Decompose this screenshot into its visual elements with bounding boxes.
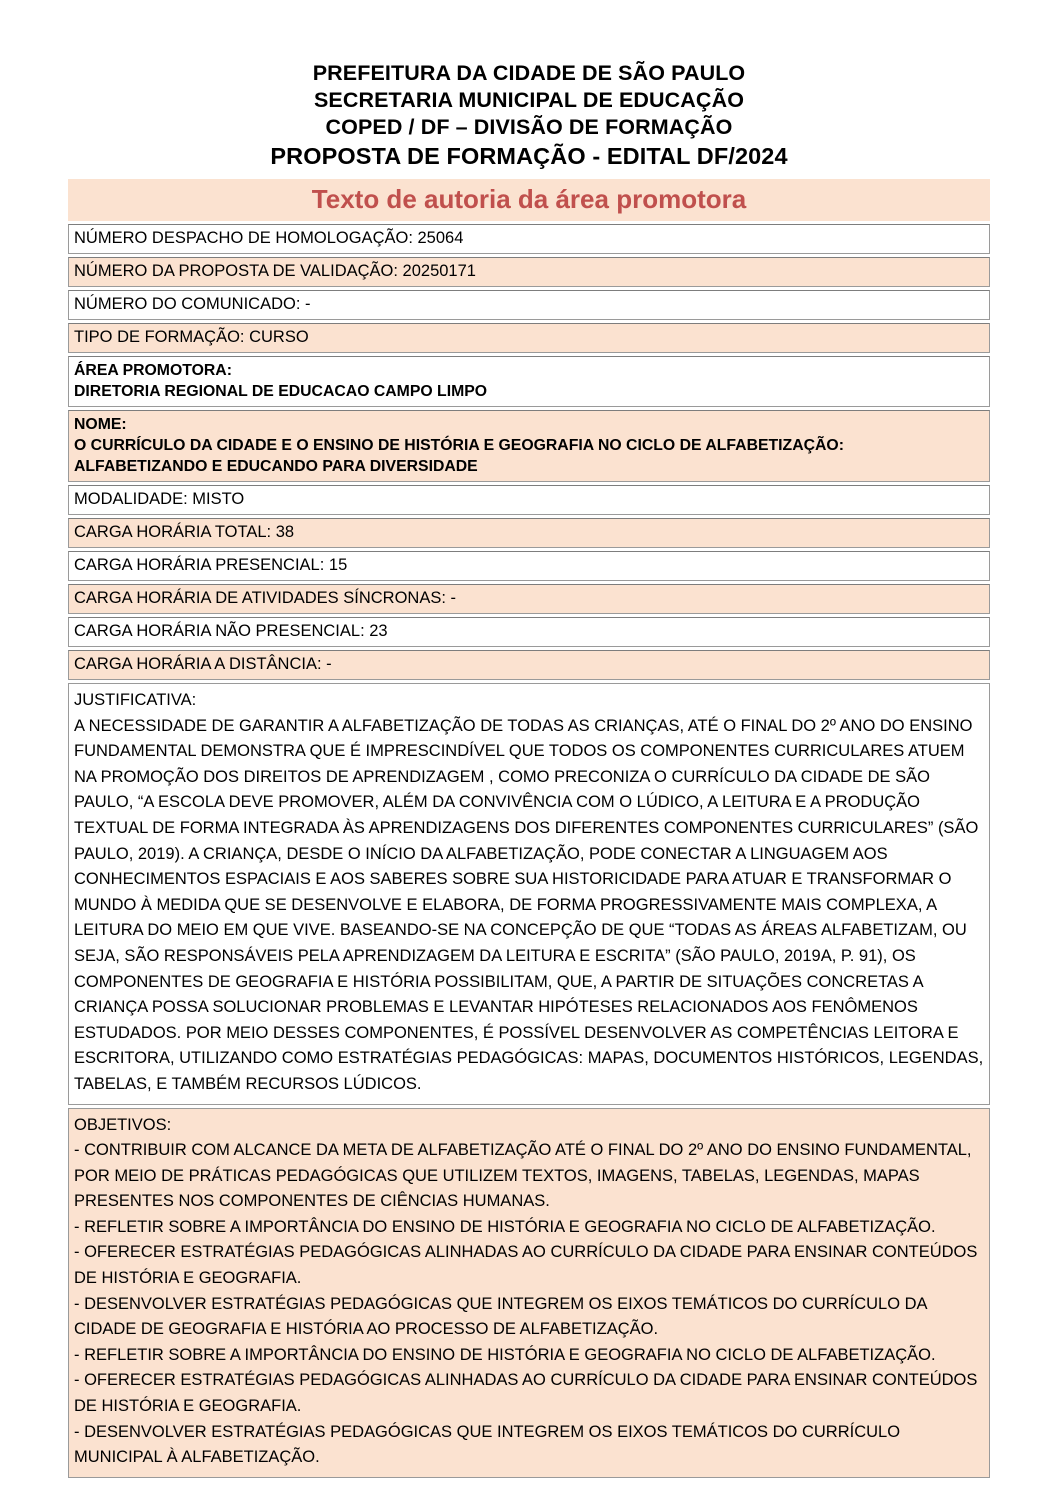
justificativa-body: A NECESSIDADE DE GARANTIR A ALFABETIZAÇÃO DE TODAS AS CRIANÇAS, ATÉ O FINAL DO 2º ANO DO ENSINO FUNDAMENTAL DEMONSTRA QUE É IMPRESCINDÍVEL QUE TODOS OS COMPONENTES CURRICULARES ATUEM NA PROMOÇÃO DOS DIREITOS DE APRENDIZAGEM , COMO PRECONIZA O CURRÍCULO DA CIDADE DE SÃO PAULO, “A ESCOLA DEVE PROMOVER, ALÉM DA CONVIVÊNCIA COM O LÚDICO, A LEITURA E A PRODUÇÃO TEXTUAL DE FORMA INTEGRADA ÀS APRENDIZAGENS DOS DIFERENTES COMPONENTES CURRICULARES” (SÃO PAULO, 2019). A CRIANÇA, DESDE O INÍCIO DA ALFABETIZAÇÃO, PODE CONECTAR A LINGUAGEM AOS CONHECIMENTOS ESPACIAIS E AOS SABERES SOBRE SUA HISTORICIDADE PARA ATUAR E TRANSFORMAR O MUNDO À MEDIDA QUE SE DESENVOLVE E ELABORA, DE FORMA PROGRESSIVAMENTE MAIS COMPLEXA, A LEITURA DO MEIO EM QUE VIVE. BASEANDO-SE NA CONCEPÇÃO DE QUE “TODAS AS ÁREAS ALFABETIZAM, OU SEJA, SÃO RESPONSÁVEIS PELA APRENDIZAGEM DA LEITURA E ESCRITA” (SÃO PAULO, 2019A, P. 91), OS COMPONENTES DE GEOGRAFIA E HISTÓRIA POSSIBILITAM, QUE, A PARTIR DE SITUAÇÕES CONCRETAS A CRIANÇA POSSA SOLUCIONAR PROBLEMAS E LEVANTAR HIPÓTESES RELACIONADOS AOS FENÔMENOS ESTUDADOS. POR MEIO DESSES COMPONENTES, É POSSÍVEL DESENVOLVER AS COMPETÊNCIAS LEITORA E ESCRITORA, UTILIZANDO COMO ESTRATÉGIAS PEDAGÓGICAS: MAPAS, DOCUMENTOS HISTÓRICOS, LEGENDAS, TABELAS, E TAMBÉM RECURSOS LÚDICOS. [74,716,984,1093]
field-row-carga-horaria-sincronas [68,584,990,614]
field-comunicado-text: NÚMERO DO COMUNICADO: - [74,295,311,313]
objetivo-item: - DESENVOLVER ESTRATÉGIAS PEDAGÓGICAS QUE INTEGREM OS EIXOS TEMÁTICOS DO CURRÍCULO MUNICIPAL À ALFABETIZAÇÃO. [74,1422,901,1467]
field-despacho-text: NÚMERO DESPACHO DE HOMOLOGAÇÃO: 25064 [74,229,464,247]
header-line-prefeitura: PREFEITURA DA CIDADE DE SÃO PAULO [312,61,746,85]
field-carga-horaria-nao-presencial-text: CARGA HORÁRIA NÃO PRESENCIAL: 23 [74,622,388,640]
document-header [0,0,1058,171]
field-row-comunicado [68,290,990,320]
field-row-carga-horaria-nao-presencial [68,617,990,647]
field-nome-value-line-1: O CURRÍCULO DA CIDADE E O ENSINO DE HISTÓRIA E GEOGRAFIA NO CICLO DE ALFABETIZAÇÃO: [74,437,844,454]
objetivo-item: - OFERECER ESTRATÉGIAS PEDAGÓGICAS ALINHADAS AO CURRÍCULO DA CIDADE PARA ENSINAR CONTEÚDOS DE HISTÓRIA E GEOGRAFIA. [74,1371,978,1416]
authorship-banner-label: Texto de autoria da área promotora [311,184,747,214]
field-row-carga-horaria-total [68,518,990,548]
proposal-form-table [68,179,990,1478]
field-row-carga-horaria-presencial [68,551,990,581]
objetivos-block [68,1108,990,1478]
field-carga-horaria-total-text: CARGA HORÁRIA TOTAL: 38 [74,523,295,541]
field-row-tipo-formacao [68,323,990,353]
field-nome-label: NOME: [74,416,127,433]
objetivo-item: - OFERECER ESTRATÉGIAS PEDAGÓGICAS ALINHADAS AO CURRÍCULO DA CIDADE PARA ENSINAR CONTEÚDOS DE HISTÓRIA E GEOGRAFIA. [74,1243,978,1288]
justificativa-block [68,683,990,1105]
objetivos-list [74,1138,984,1471]
field-modalidade-text: MODALIDADE: MISTO [74,490,245,508]
header-line-proposta: PROPOSTA DE FORMAÇÃO - EDITAL DF/2024 [270,143,788,169]
objetivo-item: - DESENVOLVER ESTRATÉGIAS PEDAGÓGICAS QUE INTEGREM OS EIXOS TEMÁTICOS DO CURRÍCULO DA CIDADE DE GEOGRAFIA E HISTÓRIA AO PROCESSO DE ALFABETIZAÇÃO. [74,1294,927,1339]
field-carga-horaria-sincronas-text: CARGA HORÁRIA DE ATIVIDADES SÍNCRONAS: - [74,589,457,607]
justificativa-label: JUSTIFICATIVA: [74,691,197,709]
header-line-secretaria: SECRETARIA MUNICIPAL DE EDUCAÇÃO [313,88,745,112]
field-proposta-validacao-text: NÚMERO DA PROPOSTA DE VALIDAÇÃO: 20250171 [74,262,476,280]
objetivos-label: OBJETIVOS: [74,1115,172,1134]
field-row-carga-horaria-distancia [68,650,990,680]
field-carga-horaria-distancia-text: CARGA HORÁRIA A DISTÂNCIA: - [74,655,332,673]
authorship-banner [68,179,990,221]
field-area-promotora-label: ÁREA PROMOTORA: [74,362,232,379]
field-tipo-formacao-text: TIPO DE FORMAÇÃO: CURSO [74,328,309,346]
objetivo-item: - REFLETIR SOBRE A IMPORTÂNCIA DO ENSINO DE HISTÓRIA E GEOGRAFIA NO CICLO DE ALFABETIZAÇÃO. [74,1217,936,1236]
field-area-promotora-value: DIRETORIA REGIONAL DE EDUCACAO CAMPO LIMPO [74,383,488,400]
field-carga-horaria-presencial-text: CARGA HORÁRIA PRESENCIAL: 15 [74,556,348,574]
field-row-nome [68,410,990,482]
objetivo-item: - CONTRIBUIR COM ALCANCE DA META DE ALFABETIZAÇÃO ATÉ O FINAL DO 2º ANO DO ENSINO FUNDAMENTAL, POR MEIO DE PRÁTICAS PEDAGÓGICAS QUE UTILIZEM TEXTOS, IMAGENS, TABELAS, LEGENDAS, MAPAS PRESENTES NOS COMPONENTES DE CIÊNCIAS HUMANAS. [74,1141,972,1211]
field-row-modalidade [68,485,990,515]
header-line-coped: COPED / DF – DIVISÃO DE FORMAÇÃO [325,115,733,139]
field-row-proposta-validacao [68,257,990,287]
field-row-area-promotora [68,356,990,407]
field-nome-value-line-2: ALFABETIZANDO E EDUCANDO PARA DIVERSIDADE [74,458,478,475]
objetivo-item: - REFLETIR SOBRE A IMPORTÂNCIA DO ENSINO DE HISTÓRIA E GEOGRAFIA NO CICLO DE ALFABETIZAÇÃO. [74,1345,936,1364]
field-row-despacho [68,224,990,254]
